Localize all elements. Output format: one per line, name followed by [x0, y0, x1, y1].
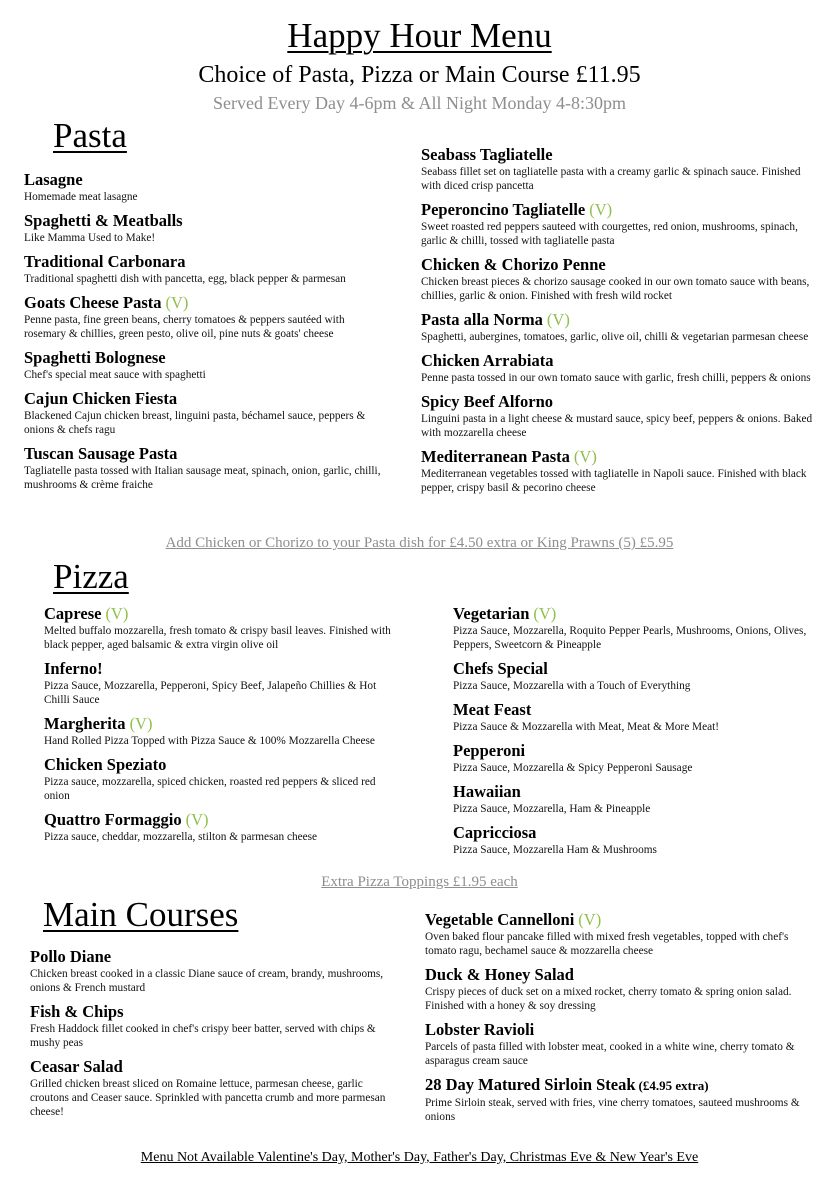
menu-item — [425, 965, 820, 1013]
menu-item-name — [24, 252, 389, 272]
menu-item-description: Chicken breast cooked in a classic Diane sauce of cream, brandy, mushrooms, onions & French mustard — [30, 968, 384, 994]
menu-item-description: Fresh Haddock fillet cooked in chef's crispy beer batter, served with chips & mushy peas — [30, 1023, 376, 1049]
vegetarian-mark: (V) — [129, 714, 153, 733]
menu-item-name — [44, 714, 404, 734]
menu-item-name-text: Lobster Ravioli — [425, 1020, 535, 1039]
menu-item — [453, 741, 813, 775]
pasta-extras-note: Add Chicken or Chorizo to your Pasta dish for £4.50 extra or King Prawns (5) £5.95 — [165, 535, 674, 551]
vegetarian-mark: (V) — [573, 447, 597, 466]
vegetarian-mark: (V) — [546, 310, 570, 329]
menu-item-description: Chef's special meat sauce with spaghetti — [24, 369, 206, 381]
menu-item-name-text: Hawaiian — [453, 782, 521, 801]
availability-footer: Menu Not Available Valentine's Day, Mother's Day, Father's Day, Christmas Eve & New Year's Eve — [140, 1150, 699, 1165]
menu-item-description: Pizza Sauce, Mozzarella & Spicy Pepperoni Sausage — [453, 762, 693, 774]
menu-item — [421, 310, 816, 344]
menu-item-description: Pizza Sauce & Mozzarella with Meat, Meat & More Meat! — [453, 721, 720, 733]
menu-item-name-text: Chefs Special — [453, 659, 548, 678]
menu-item-description: Parcels of pasta filled with lobster meat, cooked in a white wine, cherry tomato & asparagus cream sauce — [425, 1041, 795, 1067]
menu-item-name-text: Spaghetti Bolognese — [24, 348, 166, 367]
menu-item-description: Oven baked flour pancake filled with mixed fresh vegetables, topped with chef's tomato ragu, bechamel sauce & mozzarella cheese — [425, 931, 789, 957]
menu-item-name-text: Chicken Arrabiata — [421, 351, 554, 370]
menu-item-name-text: Margherita — [44, 714, 126, 733]
menu-item — [44, 659, 404, 707]
menu-item — [453, 782, 813, 816]
menu-item-name-text: 28 Day Matured Sirloin Steak — [425, 1075, 636, 1094]
menu-item-description: Pizza sauce, mozzarella, spiced chicken, roasted red peppers & sliced red onion — [44, 776, 376, 802]
menu-item — [30, 947, 395, 995]
menu-item-name — [30, 1002, 395, 1022]
menu-item — [421, 351, 816, 385]
menu-item-description: Pizza Sauce, Mozzarella, Pepperoni, Spicy Beef, Jalapeño Chillies & Hot Chilli Sauce — [44, 680, 377, 706]
menu-item-description: Pizza sauce, cheddar, mozzarella, stilton & parmesan cheese — [44, 831, 318, 843]
menu-item-description: Linguini pasta in a light cheese & mustard sauce, spicy beef, peppers & onions. Baked with mozzarella cheese — [421, 413, 813, 439]
menu-item — [421, 447, 816, 495]
menu-item-description: Pizza Sauce, Mozzarella with a Touch of Everything — [453, 680, 691, 692]
menu-item — [30, 1002, 395, 1050]
menu-item — [24, 348, 389, 382]
menu-item-description: Hand Rolled Pizza Topped with Pizza Sauce & 100% Mozzarella Cheese — [44, 735, 375, 747]
menu-item-name — [421, 392, 816, 412]
menu-item-name-text: Peperoncino Tagliatelle — [421, 200, 586, 219]
menu-item-name-text: Chicken Speziato — [44, 755, 167, 774]
menu-item-name — [421, 200, 816, 220]
menu-item-description: Traditional spaghetti dish with pancetta, egg, black pepper & parmesan — [24, 273, 346, 285]
menu-item-name-text: Vegetable Cannelloni — [425, 910, 575, 929]
menu-item — [453, 823, 813, 857]
menu-item-name — [24, 444, 389, 464]
menu-item — [453, 604, 813, 652]
menu-item-description: Penne pasta, fine green beans, cherry tomatoes & peppers sautéed with rosemary & chillies, green pesto, olive oil, pine nuts & goats' cheese — [24, 314, 345, 340]
served-times: Served Every Day 4-6pm & All Night Monday 4-8:30pm — [213, 93, 626, 113]
menu-item-name — [425, 1020, 820, 1040]
menu-item-name-text: Meat Feast — [453, 700, 532, 719]
menu-item — [44, 604, 404, 652]
menu-item-name — [453, 782, 813, 802]
menu-item-name — [421, 255, 816, 275]
menu-item-description: Prime Sirloin steak, served with fries, vine cherry tomatoes, sauteed mushrooms & onions — [425, 1097, 800, 1123]
menu-item — [24, 211, 389, 245]
pasta-section-title: Pasta — [53, 116, 127, 155]
menu-item — [30, 1057, 395, 1119]
menu-item-name — [44, 659, 404, 679]
menu-item-name-text: Caprese — [44, 604, 102, 623]
menu-item-name — [453, 823, 813, 843]
menu-item-name-text: Vegetarian — [453, 604, 530, 623]
menu-item-name — [425, 1075, 820, 1096]
menu-item-name-text: Inferno! — [44, 659, 103, 678]
menu-item-description: Penne pasta tossed in our own tomato sauce with garlic, fresh chilli, peppers & onions — [421, 372, 811, 384]
main-courses-section-title: Main Courses — [43, 895, 239, 934]
menu-item-name — [421, 310, 816, 330]
menu-item — [425, 1075, 820, 1124]
menu-item — [24, 389, 389, 437]
pizza-toppings-note: Extra Pizza Toppings £1.95 each — [321, 874, 518, 890]
menu-item-name — [24, 293, 389, 313]
menu-item-description: Pizza Sauce, Mozzarella Ham & Mushrooms — [453, 844, 657, 856]
menu-subtitle: Choice of Pasta, Pizza or Main Course £11.95 — [198, 62, 641, 88]
pasta-left-column — [24, 170, 389, 499]
pizza-left-column — [44, 604, 404, 851]
menu-item-description: Spaghetti, aubergines, tomatoes, garlic, olive oil, chilli & vegetarian parmesan cheese — [421, 331, 809, 343]
menu-item-name — [421, 145, 816, 165]
menu-item — [24, 444, 389, 492]
menu-item-name-text: Lasagne — [24, 170, 83, 189]
menu-item-name-text: Pasta alla Norma — [421, 310, 543, 329]
menu-item-name — [453, 604, 813, 624]
menu-item-name — [421, 351, 816, 371]
menu-item-description: Tagliatelle pasta tossed with Italian sausage meat, spinach, onion, garlic, chilli, mushrooms & crème fraiche — [24, 465, 381, 491]
menu-item-name-text: Ceasar Salad — [30, 1057, 123, 1076]
menu-item-name-text: Traditional Carbonara — [24, 252, 186, 271]
pizza-section-title: Pizza — [53, 557, 129, 596]
menu-item-name — [24, 170, 389, 190]
menu-item-name — [421, 447, 816, 467]
menu-item-name-text: Spaghetti & Meatballs — [24, 211, 183, 230]
menu-item — [24, 252, 389, 286]
menu-item-extra-price: (£4.95 extra) — [638, 1078, 709, 1093]
mains-right-column — [425, 910, 820, 1131]
pizza-right-column — [453, 604, 813, 864]
menu-item-name-text: Capricciosa — [453, 823, 537, 842]
menu-item-description: Grilled chicken breast sliced on Romaine lettuce, parmesan cheese, garlic croutons and Ceaser sauce. Sprinkled with pancetta crumb and more parmesan cheese! — [30, 1078, 386, 1118]
menu-item-description: Pizza Sauce, Mozzarella, Ham & Pineapple — [453, 803, 651, 815]
vegetarian-mark: (V) — [165, 293, 189, 312]
menu-item-description: Melted buffalo mozzarella, fresh tomato & crispy basil leaves. Finished with black pepper, aged balsamic & extra virgin olive oil — [44, 625, 391, 651]
menu-item-description: Chicken breast pieces & chorizo sausage cooked in our own tomato sauce with beans, chillies, garlic & onion. Finished with fresh wild rocket — [421, 276, 810, 302]
menu-item-name — [24, 389, 389, 409]
menu-title: Happy Hour Menu — [287, 16, 552, 55]
vegetarian-mark: (V) — [589, 200, 613, 219]
menu-item-name — [44, 604, 404, 624]
menu-item-name — [24, 211, 389, 231]
menu-item-name-text: Fish & Chips — [30, 1002, 124, 1021]
menu-item — [44, 714, 404, 748]
menu-item — [421, 255, 816, 303]
menu-item-name-text: Quattro Formaggio — [44, 810, 182, 829]
menu-item-description: Homemade meat lasagne — [24, 191, 138, 203]
menu-item-description: Seabass fillet set on tagliatelle pasta with a creamy garlic & spinach sauce. Finished with diced crisp pancetta — [421, 166, 801, 192]
menu-item-description: Crispy pieces of duck set on a mixed rocket, cherry tomato & spring onion salad. Finished with a honey & soy dressing — [425, 986, 792, 1012]
menu-item-name-text: Duck & Honey Salad — [425, 965, 574, 984]
menu-item-name-text: Pollo Diane — [30, 947, 112, 966]
pasta-right-column — [421, 145, 816, 502]
menu-item-description: Pizza Sauce, Mozzarella, Roquito Pepper Pearls, Mushrooms, Onions, Olives, Peppers, Sweetcorn & Pineapple — [453, 625, 807, 651]
menu-item-name-text: Chicken & Chorizo Penne — [421, 255, 606, 274]
menu-item-name — [44, 755, 404, 775]
menu-item-name — [30, 947, 395, 967]
menu-item — [24, 170, 389, 204]
menu-item-name — [425, 965, 820, 985]
menu-item — [24, 293, 389, 341]
menu-item-name-text: Seabass Tagliatelle — [421, 145, 553, 164]
menu-item — [44, 810, 404, 844]
menu-item-description: Mediterranean vegetables tossed with tagliatelle in Napoli sauce. Finished with black pepper, crispy basil & pecorino cheese — [421, 468, 807, 494]
menu-item-name — [30, 1057, 395, 1077]
vegetarian-mark: (V) — [578, 910, 602, 929]
menu-item — [453, 659, 813, 693]
menu-item-name — [453, 700, 813, 720]
menu-item-description: Blackened Cajun chicken breast, linguini pasta, béchamel sauce, peppers & onions & chefs ragu — [24, 410, 366, 436]
menu-item — [421, 200, 816, 248]
menu-item-name-text: Goats Cheese Pasta — [24, 293, 162, 312]
menu-item-description: Sweet roasted red peppers sauteed with courgettes, red onion, mushrooms, spinach, garlic & chilli, tossed with tagliatelle pasta — [421, 221, 798, 247]
menu-item — [421, 392, 816, 440]
menu-item-name-text: Mediterranean Pasta — [421, 447, 570, 466]
vegetarian-mark: (V) — [105, 604, 129, 623]
vegetarian-mark: (V) — [533, 604, 557, 623]
menu-item — [44, 755, 404, 803]
menu-item-name-text: Spicy Beef Alforno — [421, 392, 553, 411]
menu-item-name-text: Pepperoni — [453, 741, 526, 760]
menu-item-description: Like Mamma Used to Make! — [24, 232, 156, 244]
menu-item-name — [453, 659, 813, 679]
menu-item — [425, 1020, 820, 1068]
menu-item — [453, 700, 813, 734]
menu-item-name-text: Tuscan Sausage Pasta — [24, 444, 178, 463]
menu-item-name — [24, 348, 389, 368]
menu-item-name — [425, 910, 820, 930]
menu-item — [425, 910, 820, 958]
menu-item-name-text: Cajun Chicken Fiesta — [24, 389, 178, 408]
menu-item-name — [453, 741, 813, 761]
menu-item — [421, 145, 816, 193]
mains-left-column — [30, 947, 395, 1126]
vegetarian-mark: (V) — [185, 810, 209, 829]
menu-item-name — [44, 810, 404, 830]
